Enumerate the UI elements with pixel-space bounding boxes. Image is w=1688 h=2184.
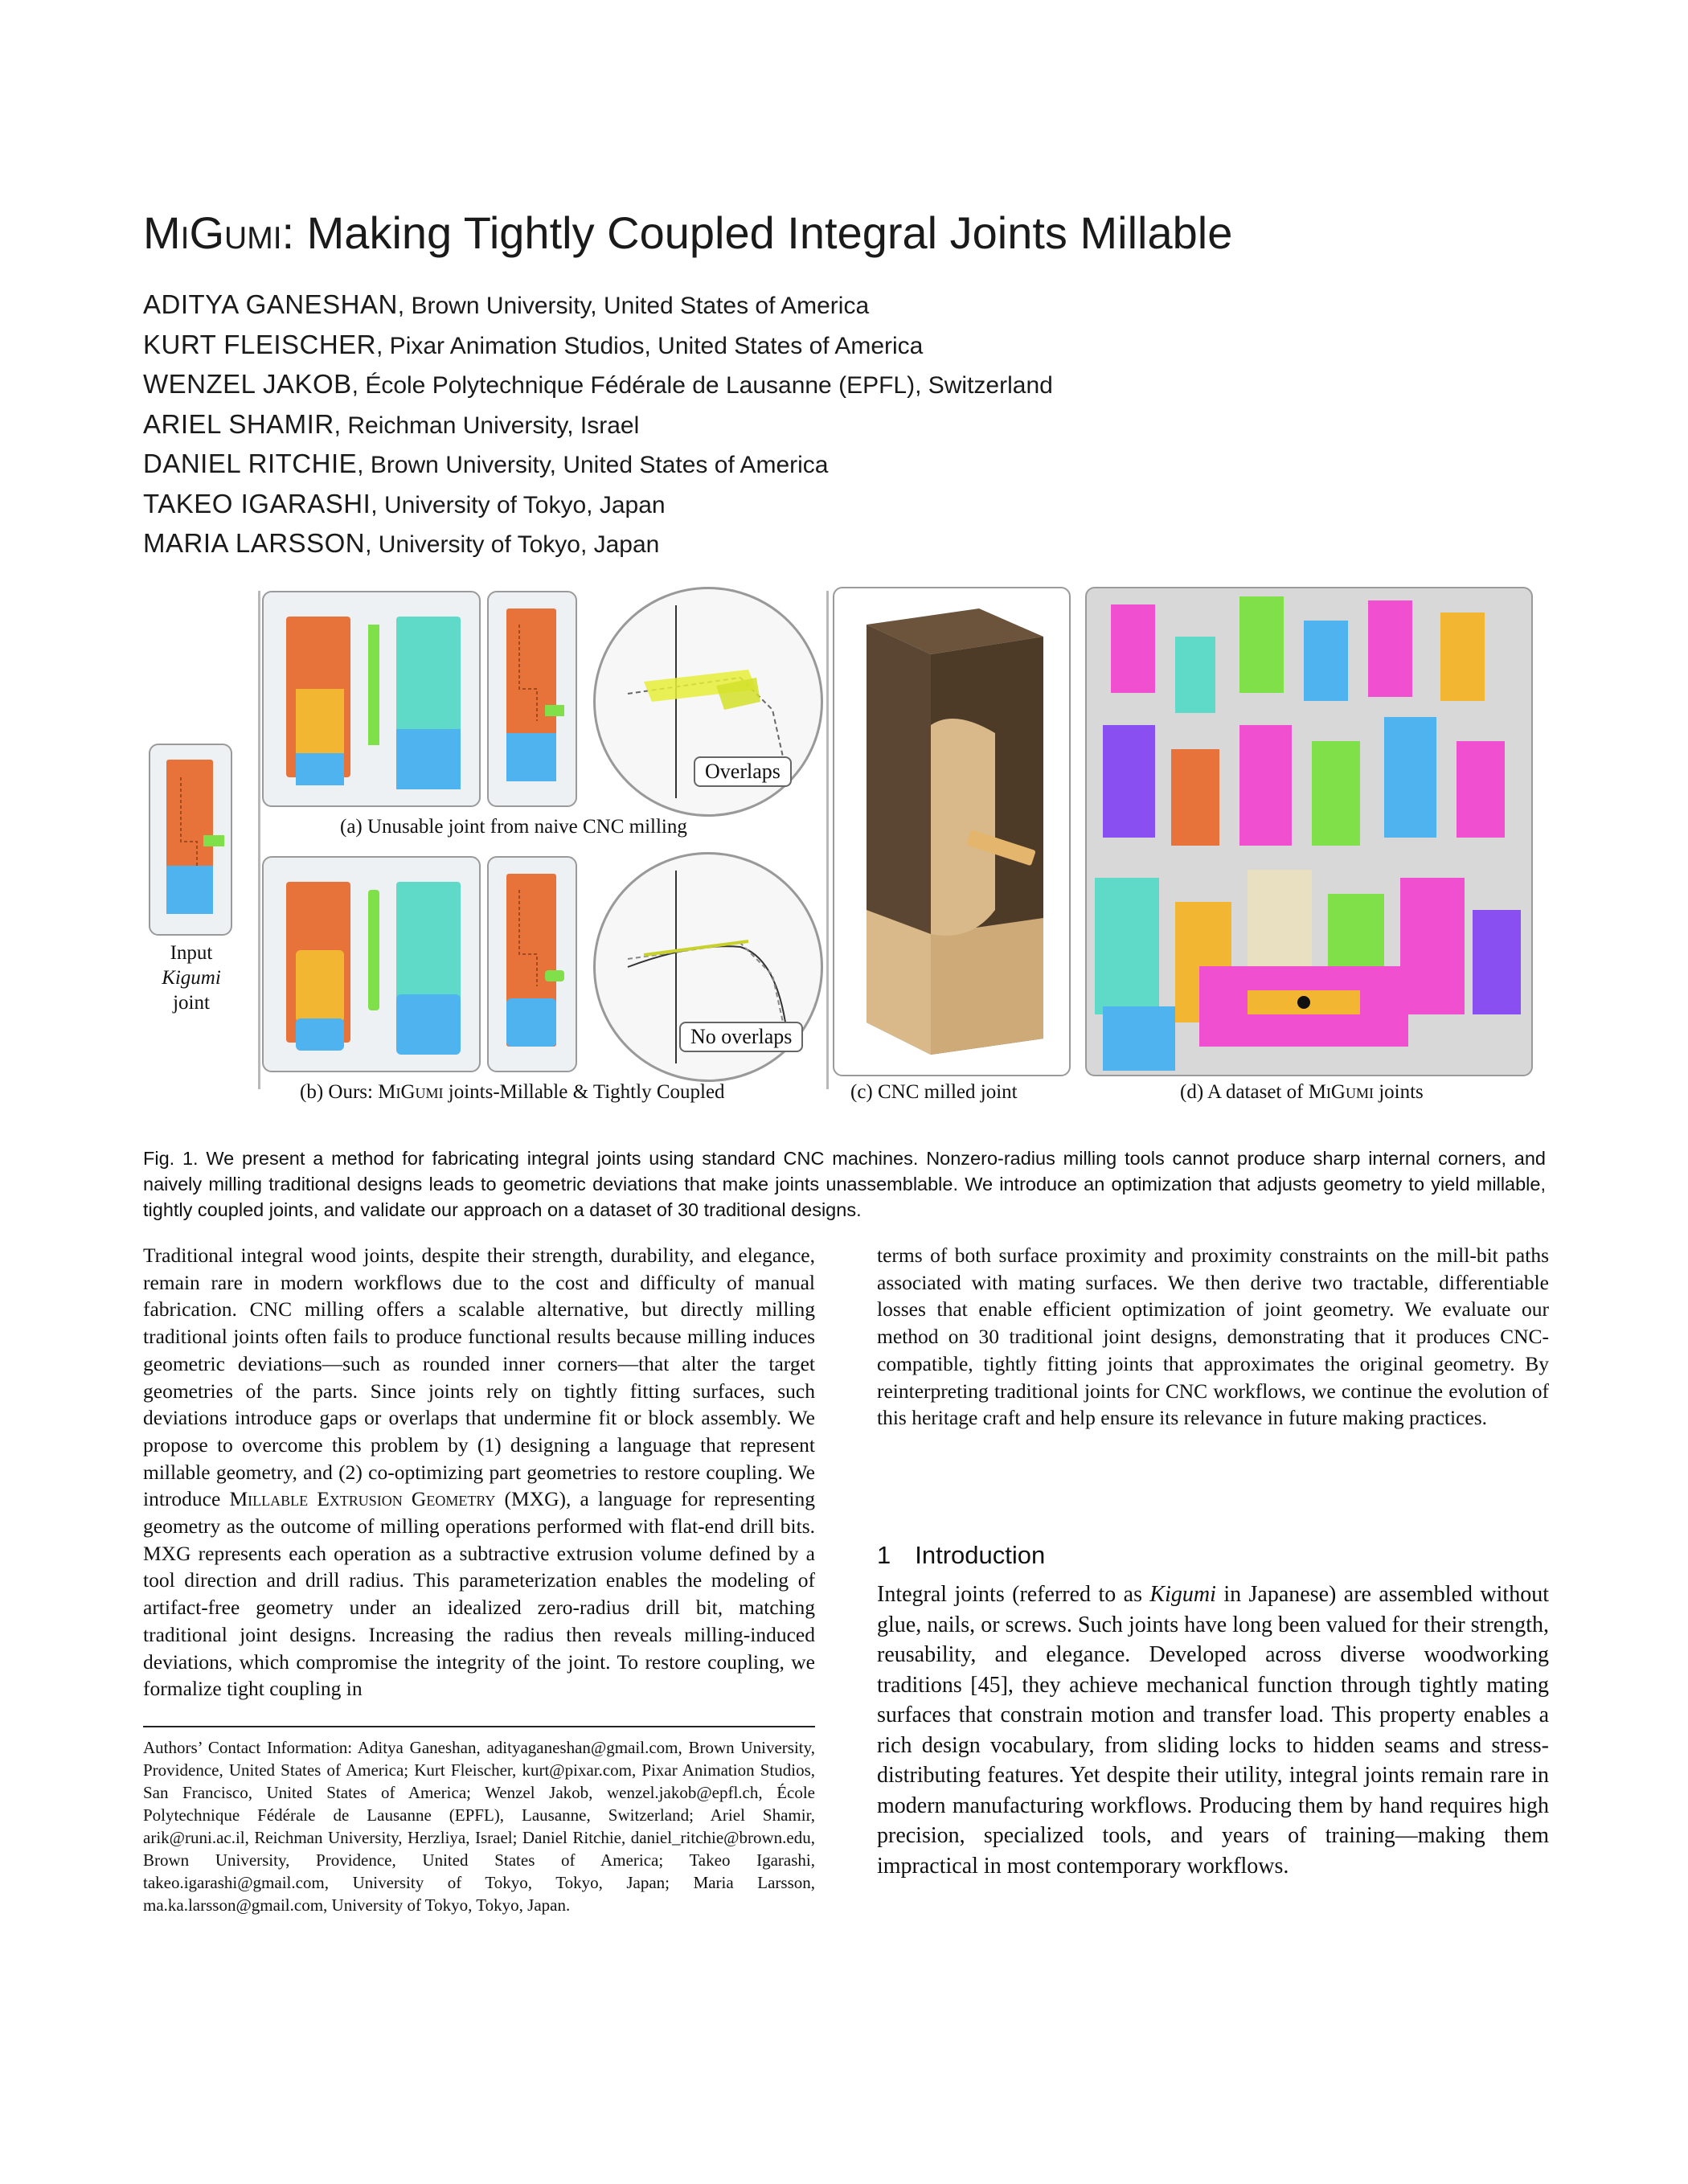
author-name: ARIEL SHAMIR bbox=[143, 408, 334, 439]
abstract-left-text-1: Traditional integral wood joints, despite their strength, durability, and elegance, remain rare in modern workflows due to the cost and difficulty of manual fabrication. CNC milling offers a scalable alternative, but directly milling traditional joints often fails to produce functional results because milling induces geometric deviations—such as rounded inner corners—that alter the target geometries of the parts. Since joints rely on tightly fitting surfaces, such deviations introduce gaps or overlaps that undermine fit or block assembly. We propose to overcome this problem by (1) designing a language that represent millable geometry, and (2) co-optimizing part geometries to restore coupling. We introduce bbox=[143, 1244, 815, 1511]
intro-text-2: in Japanese) are assembled without glue, nails, or screws. Such joints have long been valued for their strength, reusability, and elegance. Developed across diverse woodworking traditions [45], they achieve mechanical function through tightly mating surfaces that constrain motion and transfer load. This property enables a rich design vocabulary, from sliding locks to hidden seams and stress-distributing features. Yet despite their utility, integral joints remain rare in modern manufacturing workflows. Producing them by hand requires high precision, specialized tools, and years of training—making them impractical in most contemporary workflows. bbox=[877, 1582, 1549, 1879]
naive-assembled-panel bbox=[487, 591, 577, 807]
section-number: 1 bbox=[877, 1541, 891, 1569]
ours-parts-panel bbox=[262, 856, 481, 1072]
dataset-render bbox=[1087, 588, 1531, 1075]
input-joint-illustration bbox=[150, 745, 231, 934]
no-overlaps-label: No overlaps bbox=[679, 1022, 803, 1052]
author-line bbox=[143, 285, 1590, 326]
ours-assembled-illustration bbox=[489, 858, 576, 1071]
caption-b bbox=[300, 1081, 725, 1104]
footnote-rule bbox=[143, 1726, 815, 1727]
section-title: Introduction bbox=[915, 1541, 1046, 1569]
title-rest: : Making Tightly Coupled Integral Joints Millable bbox=[281, 207, 1233, 258]
abstract-left-text-2: (MXG), a language for representing geometry as the outcome of milling operations performed with flat-end drill bits. MXG represents each operation as a subtractive extrusion volume defined by a tool direction and drill radius. This parameterization enables the modeling of artifact-free geometry under an idealized zero-radius drill bit, matching traditional joint designs. Increasing the radius then reveals milling-induced deviations, which compromise the integrity of the joint. To restore coupling, we formalize tight coupling in bbox=[143, 1487, 815, 1701]
author-affiliation: , University of Tokyo, Japan bbox=[365, 531, 660, 558]
author-line bbox=[143, 365, 1590, 405]
intro-text-1: Integral joints (referred to as bbox=[877, 1582, 1150, 1607]
naive-parts-illustration bbox=[264, 592, 479, 805]
overlaps-label: Overlaps bbox=[694, 756, 792, 787]
caption-d bbox=[1180, 1081, 1424, 1104]
abstract-left-column bbox=[143, 1242, 815, 1703]
caption-d-pre: (d) A dataset of bbox=[1180, 1081, 1309, 1103]
author-name: ADITYA GANESHAN bbox=[143, 289, 398, 319]
author-line bbox=[143, 485, 1590, 525]
section-heading bbox=[877, 1541, 1045, 1570]
caption-d-post: joints bbox=[1373, 1081, 1424, 1103]
author-name: TAKEO IGARASHI bbox=[143, 488, 371, 518]
author-affiliation: , Reichman University, Israel bbox=[334, 412, 640, 439]
author-name: KURT FLEISCHER bbox=[143, 329, 377, 359]
introduction-paragraph bbox=[877, 1580, 1549, 1881]
caption-b-pre: (b) Ours: bbox=[300, 1081, 379, 1103]
author-contact-footnote: Authors’ Contact Information: Aditya Ganeshan, adityaganeshan@gmail.com, Brown University, Providence, United States of America; Kurt Fleischer, kurt@pixar.com, Pixar Animation Studios, San Francisco, United States of America; Wenzel Jakob, wenzel.jakob@epfl.ch, École Polytechnique Fédérale de Lausanne (EPFL), Lausanne, Switzerland; Ariel Shamir, arik@runi.ac.il, Reichman University, Herzliya, Israel; Daniel Ritchie, daniel_ritchie@brown.edu, Brown University, Providence, United States of America; Takeo Igarashi, takeo.igarashi@gmail.com, University of Tokyo, Tokyo, Japan; Maria Larsson, ma.ka.larsson@gmail.com, University of Tokyo, Tokyo, Japan. bbox=[143, 1738, 815, 1915]
cnc-milled-panel bbox=[833, 587, 1071, 1076]
input-label-line2: Kigumi bbox=[162, 967, 221, 989]
author-list bbox=[143, 285, 1590, 564]
intro-kigumi-term: Kigumi bbox=[1149, 1582, 1216, 1607]
author-line bbox=[143, 445, 1590, 485]
caption-d-migumi: MiGumi bbox=[1308, 1081, 1374, 1103]
author-affiliation: , École Polytechnique Fédérale de Lausanne (EPFL), Switzerland bbox=[351, 372, 1053, 399]
figure-caption: Fig. 1. We present a method for fabricating integral joints using standard CNC machines. Nonzero-radius milling tools cannot produce sharp internal corners, and naively milling traditional designs leads to geometric deviations that make joints unassemblable. We introduce an optimization that adjusts geometry to yield millable, tightly coupled joints, and validate our approach on a dataset of 30 traditional designs. bbox=[143, 1148, 1546, 1220]
author-line bbox=[143, 524, 1590, 564]
input-joint-panel bbox=[149, 744, 232, 936]
figure-divider bbox=[258, 591, 260, 1089]
author-name: MARIA LARSSON bbox=[143, 528, 366, 558]
caption-a: (a) Unusable joint from naive CNC milling bbox=[340, 816, 687, 838]
input-label-line1: Input bbox=[170, 942, 213, 964]
author-name: DANIEL RITCHIE bbox=[143, 449, 358, 478]
input-label-line3: joint bbox=[173, 992, 210, 1014]
figure-divider bbox=[826, 591, 829, 1089]
paper-title bbox=[143, 205, 1590, 261]
naive-parts-panel bbox=[262, 591, 481, 807]
caption-b-migumi: MiGumi bbox=[378, 1081, 444, 1103]
author-affiliation: , Brown University, United States of America bbox=[397, 293, 870, 319]
ours-assembled-panel bbox=[487, 856, 577, 1072]
figure-1 bbox=[143, 583, 1546, 1113]
author-name: WENZEL JAKOB bbox=[143, 369, 352, 399]
dataset-panel bbox=[1085, 587, 1533, 1076]
author-affiliation: , University of Tokyo, Japan bbox=[371, 491, 666, 518]
title-migumi: MiGumi bbox=[143, 207, 282, 258]
naive-assembled-illustration bbox=[489, 592, 576, 805]
author-affiliation: , Brown University, United States of America bbox=[357, 452, 829, 478]
input-label bbox=[143, 940, 240, 1015]
abstract-right-column: terms of both surface proximity and proximity constraints on the mill-bit paths associated with mating surfaces. We then derive two tractable, differentiable losses that enable efficient optimization of joint geometry. We evaluate our method on 30 traditional joint designs, demonstrating that it produces CNC-compatible, tightly fitting joints that approximates the original geometry. By reinterpreting traditional joints for CNC workflows, we continue the evolution of this heritage craft and help ensure its relevance in future making practices. bbox=[877, 1244, 1549, 1430]
author-affiliation: , Pixar Animation Studios, United States of America bbox=[376, 332, 924, 359]
abstract-mxg-term: Millable Extrusion Geometry bbox=[229, 1487, 496, 1511]
ours-parts-illustration bbox=[264, 858, 479, 1071]
caption-c: (c) CNC milled joint bbox=[850, 1081, 1018, 1103]
cnc-milled-photo bbox=[834, 588, 1069, 1075]
author-line bbox=[143, 326, 1590, 366]
caption-b-post: joints-Millable & Tightly Coupled bbox=[443, 1081, 725, 1103]
author-line bbox=[143, 405, 1590, 445]
